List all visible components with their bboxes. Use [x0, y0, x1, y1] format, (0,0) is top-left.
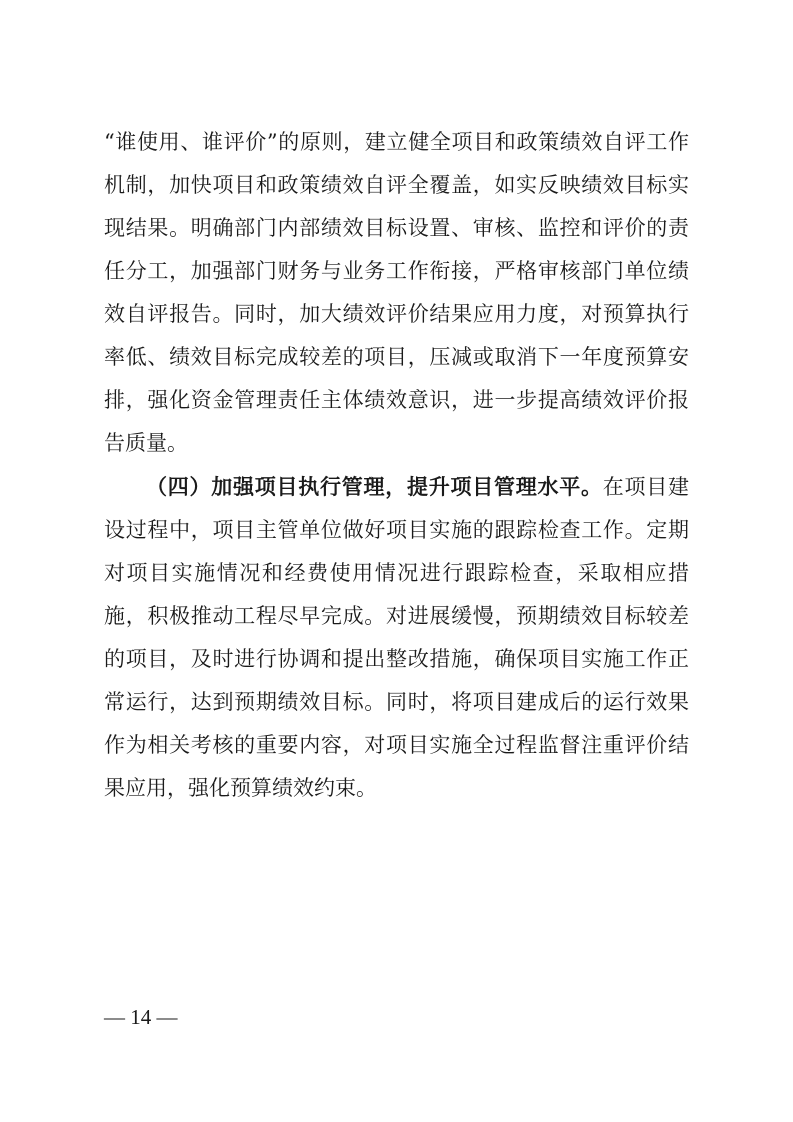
paragraph-first-line-rest: 在项目建: [602, 475, 689, 499]
paragraph-line: 现结果。明确部门内部绩效目标设置、审核、监控和评价的责: [104, 216, 689, 240]
paragraph-line: 作为相关考核的重要内容，对项目实施全过程监督注重评价结: [104, 733, 689, 757]
paragraph-line: 率低、绩效目标完成较差的项目，压减或取消下一年度预算安: [104, 345, 689, 369]
paragraph-line: 排，强化资金管理责任主体绩效意识，进一步提高绩效评价报: [104, 388, 689, 412]
paragraph-line: 的项目，及时进行协调和提出整改措施，确保项目实施工作正: [104, 647, 689, 671]
paragraph-line: 施，积极推动工程尽早完成。对进展缓慢，预期绩效目标较差: [104, 604, 689, 628]
paragraph-line: 果应用，强化预算绩效约束。: [104, 776, 377, 800]
paragraph-line: 任分工，加强部门财务与业务工作衔接，严格审核部门单位绩: [104, 259, 689, 283]
paragraph-line: 效自评报告。同时，加大绩效评价结果应用力度，对预算执行: [104, 302, 689, 326]
paragraph-line: 设过程中，项目主管单位做好项目实施的跟踪检查工作。定期: [104, 518, 689, 542]
paragraph-line: 机制，加快项目和政策绩效自评全覆盖，如实反映绩效目标实: [104, 173, 689, 197]
paragraph-line: 常运行，达到预期绩效目标。同时，将项目建成后的运行效果: [104, 690, 689, 714]
paragraph-line: 对项目实施情况和经费使用情况进行跟踪检查，采取相应措: [104, 561, 689, 585]
paragraph-line: “谁使用、谁评价”的原则，建立健全项目和政策绩效自评工作: [104, 130, 689, 154]
page-number: — 14 —: [104, 1005, 178, 1029]
paragraph-line: 告质量。: [104, 431, 188, 455]
paragraph-first-line: [146, 470, 689, 504]
section-heading: （四）加强项目执行管理，提升项目管理水平。: [146, 474, 603, 499]
